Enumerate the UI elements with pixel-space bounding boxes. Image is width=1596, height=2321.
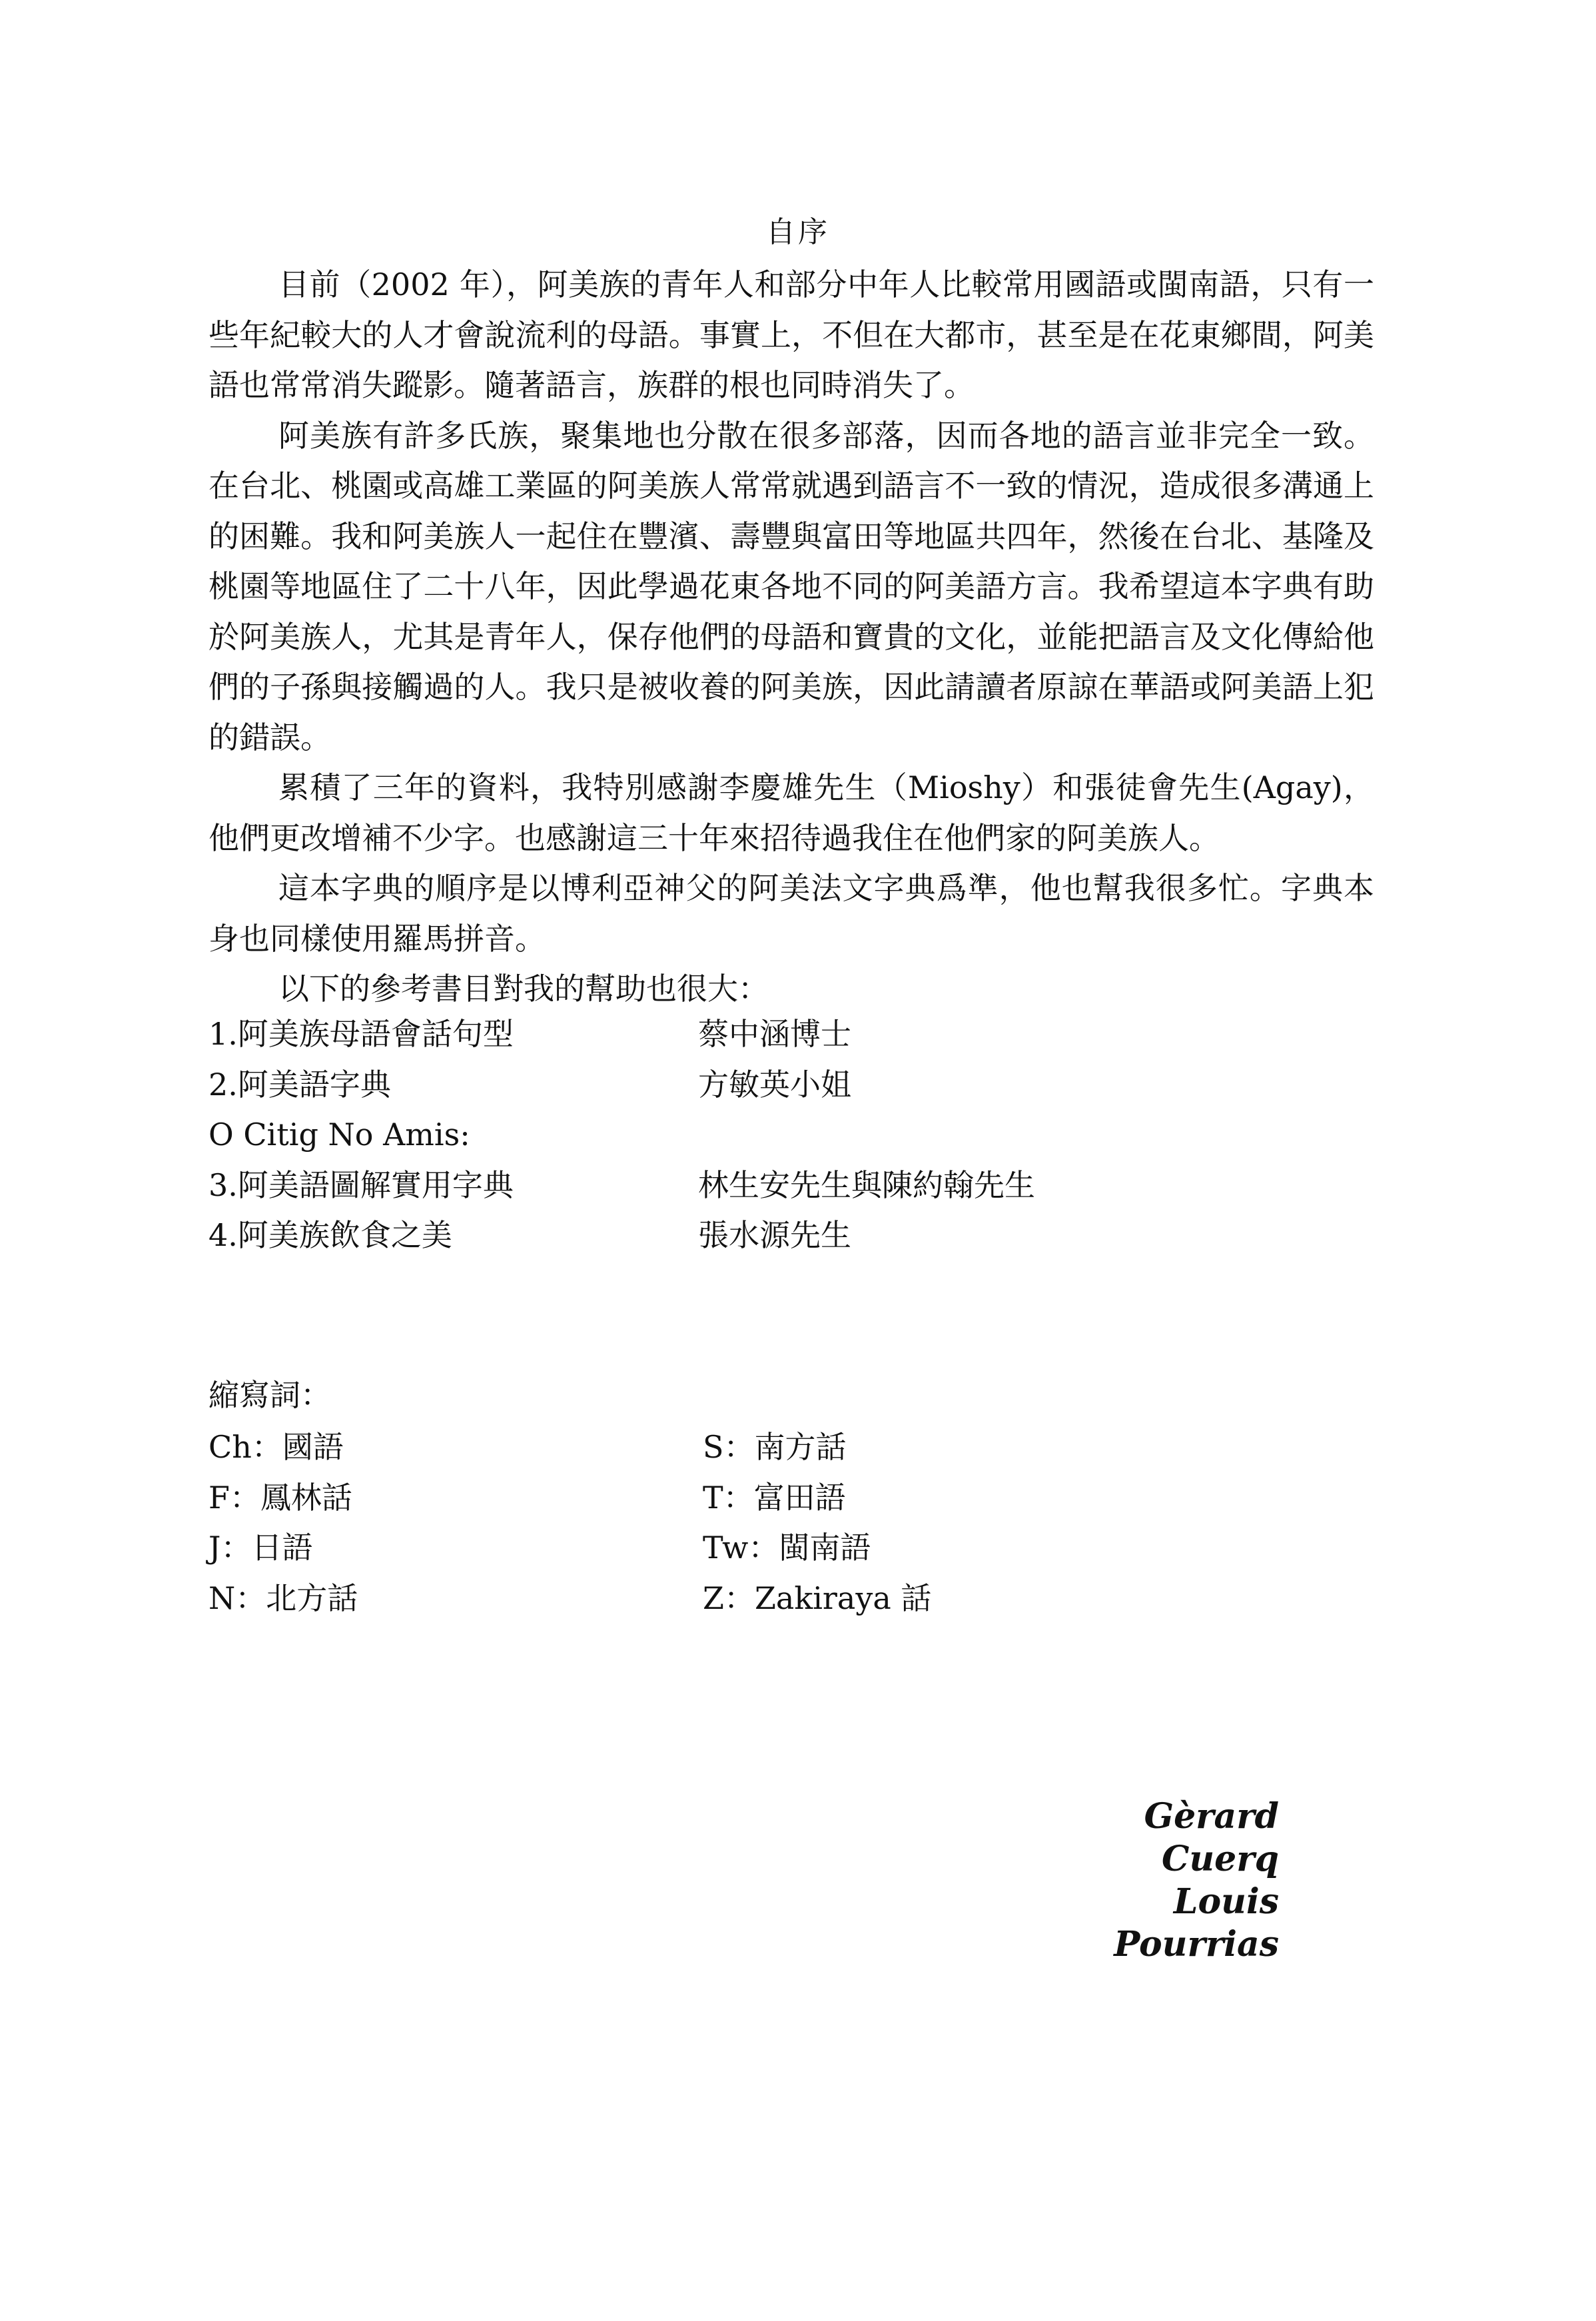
- abbreviation-item: Tw：閩南語: [703, 1530, 871, 1566]
- signature-block: [1039, 1795, 1279, 1966]
- abbreviation-item: S：南方話: [703, 1429, 847, 1465]
- abbreviations-heading: 縮寫詞：: [208, 1377, 331, 1413]
- reference-author: 林生安先生與陳約翰先生: [698, 1166, 1035, 1203]
- abbreviation-item: T：富田語: [703, 1479, 846, 1516]
- abbreviation-item: N：北方話: [208, 1580, 358, 1616]
- abbreviation-item: Z：Zakiraya 話: [703, 1580, 932, 1616]
- reference-title: 2.阿美語字典: [208, 1066, 391, 1103]
- signature-name: Louis Pourrias: [1114, 1881, 1279, 1965]
- paragraph: 目前（2002 年），阿美族的青年人和部分中年人比較常用國語或閩南語，只有一些年紀較大的人才會說流利的母語。事實上，不但在大都市，甚至是在花東鄉間，阿美語也常常消失蹤影。隨著語言，族群的根也同時消失了。: [208, 266, 1374, 403]
- reference-author: 蔡中涵博士: [698, 1016, 851, 1052]
- abbreviation-item: Ch：國語: [208, 1429, 344, 1465]
- signature-name: Gèrard Cuerq: [1144, 1796, 1279, 1879]
- preface-body: [208, 260, 1374, 1015]
- page-title: 自序: [766, 215, 830, 249]
- abbreviation-item: F：鳳林話: [208, 1479, 352, 1516]
- reference-author: 方敏英小姐: [698, 1066, 851, 1103]
- paragraph: 阿美族有許多氏族，聚集地也分散在很多部落，因而各地的語言並非完全一致。在台北、桃園或高雄工業區的阿美族人常常就遇到語言不一致的情況，造成很多溝通上的困難。我和阿美族人一起住在豐濱、壽豐與富田等地區共四年，然後在台北、基隆及桃園等地區住了二十八年，因此學過花東各地不同的阿美語方言。我希望這本字典有助於阿美族人，尤其是青年人，保存他們的母語和寶貴的文化，並能把語言及文化傳給他們的子孫與接觸過的人。我只是被收養的阿美族，因此請讀者原諒在華語或阿美語上犯的錯誤。: [208, 417, 1374, 755]
- reference-title: 3.阿美語圖解實用字典: [208, 1166, 514, 1203]
- abbreviation-item: J：日語: [208, 1530, 313, 1566]
- paragraph: 以下的參考書目對我的幫助也很大：: [278, 971, 769, 1007]
- reference-author: 張水源先生: [698, 1217, 851, 1253]
- reference-title: 4.阿美族飲食之美: [208, 1217, 452, 1253]
- reference-title: O Citig No Amis:: [208, 1117, 470, 1153]
- reference-title: 1.阿美族母語會話句型: [208, 1016, 514, 1052]
- paragraph: 累積了三年的資料，我特別感謝李慶雄先生（Mioshy）和張徒會先生(Agay)，他們更改增補不少字。也感謝這三十年來招待過我住在他們家的阿美族人。: [208, 769, 1374, 856]
- paragraph: 這本字典的順序是以博利亞神父的阿美法文字典爲準，他也幫我很多忙。字典本身也同樣使用羅馬拼音。: [208, 870, 1374, 957]
